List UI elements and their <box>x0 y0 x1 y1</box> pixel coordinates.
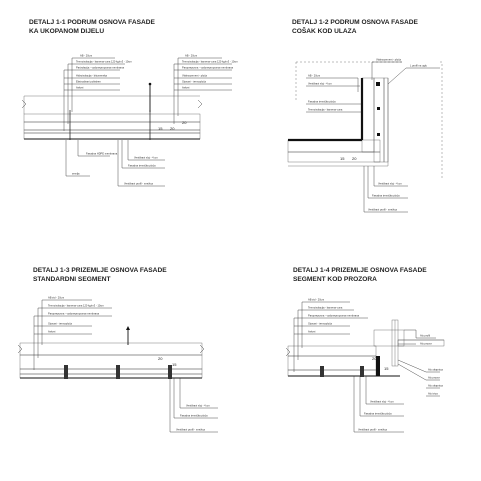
detail-1-4-window-reveal <box>374 330 404 346</box>
detail-1-1-leader <box>118 140 165 186</box>
detail-1-1-label-right: AB - 20cm <box>185 54 198 58</box>
detail-1-2-anchor <box>377 133 380 136</box>
detail-1-2-label: Fasadna termička ploča <box>308 100 336 104</box>
detail-1-1-label: Ekstrudirani polistiren <box>76 80 101 84</box>
detail-1-1-label-right: Termoizolacija - kamena vuna 120 kg/m3 - 10cm <box>182 60 238 64</box>
detail-1-1-label-bottom: Ventilirani profil - mrežica <box>124 182 153 186</box>
detail-1-3-arrow-head <box>126 326 130 330</box>
detail-1-1-label: Termoizolacija - kamena vuna 120 kg/m3 - 10cm <box>76 60 132 64</box>
detail-1-1-label-right: Gipsani - termoploča <box>182 80 206 84</box>
detail-1-1-concrete-wall <box>24 114 200 122</box>
detail-1-3-anchors <box>64 365 172 379</box>
detail-1-3-label-bottom: Fasadna termička ploča <box>180 414 208 418</box>
detail-1-3-cladding <box>20 374 202 378</box>
detail-1-2-cladding <box>384 78 388 162</box>
detail-1-1-label-bottom: Fasadna HDPE membrana <box>86 152 118 156</box>
detail-1-2-label: Termoizolacija - kamena vuna <box>308 108 343 112</box>
detail-1-2-vertical-wall <box>362 78 374 152</box>
detail-1-3-leader <box>180 378 218 408</box>
detail-1-4-label-bottom: Fasadna termička ploča <box>364 412 392 416</box>
detail-1-2-label: Ventilirani sloj - 4 cm <box>308 82 332 86</box>
detail-1-2-label-bottom: Fasadna termička ploča <box>372 194 400 198</box>
detail-1-1-title-line-1: DETALJ 1-1 PODRUM OSNOVA FASADE <box>29 19 155 26</box>
detail-1-4-leader <box>360 376 404 416</box>
detail-1-4-label-bottom: Ventilirani profil - mrežica <box>358 428 387 432</box>
detail-1-4 <box>286 267 444 432</box>
detail-1-3-label: AB zid - 20cm <box>48 296 65 300</box>
detail-1-2-leader <box>388 68 440 84</box>
detail-1-4-label-right: Alu prozor <box>420 342 432 346</box>
detail-1-3-concrete-wall <box>20 343 202 355</box>
detail-1-4-label-bottom: Ventilirani sloj - 4 cm <box>370 400 394 404</box>
detail-1-4-label: Gipsani - termoploča <box>308 322 332 326</box>
detail-1-1-title-line-2: KA UKOPANOM DIJELU <box>29 28 105 35</box>
detail-1-3-label-bottom: Ventilirani profil - mrežica <box>176 428 205 432</box>
detail-1-3-vent-layer <box>20 369 202 374</box>
detail-1-2-label: Vlaknocement - ploča <box>376 58 401 62</box>
detail-1-3-anchor <box>116 365 120 379</box>
detail-1-2 <box>288 19 442 212</box>
detail-1-1-arrow-head <box>149 83 152 86</box>
detail-1-3 <box>18 267 218 432</box>
detail-1-2-dim-15: 15 <box>340 156 345 161</box>
detail-1-3-label: Gipsani - termoploča <box>48 322 72 326</box>
detail-1-4-label: Ankeri <box>308 330 316 334</box>
detail-1-1-label-right: Vlaknocement - ploča <box>182 74 207 78</box>
detail-1-4-label-right: Alu okapnica <box>428 368 443 372</box>
detail-1-2-title-line-1: DETALJ 1-2 PODRUM OSNOVA FASADE <box>292 19 418 26</box>
detail-1-3-anchor <box>64 365 68 379</box>
detail-1-4-dim-20: 20 <box>372 356 377 361</box>
detail-1-4-dim-15: 15 <box>384 366 389 371</box>
detail-1-2-horizontal-insulation <box>288 152 380 162</box>
detail-1-3-label: Termoizolacija - kamena vuna 120 kg/m3 - 10cm <box>48 304 104 308</box>
detail-1-2-label-right: L profil na uglu <box>410 64 427 68</box>
detail-1-1-label: Hidroizolacija - bitumenska <box>76 74 107 78</box>
detail-1-1-dim-20: 20 <box>170 126 175 131</box>
detail-1-2-leader <box>364 166 408 212</box>
detail-1-1-dim-20b: 20 <box>182 120 187 125</box>
detail-1-1-label: Parizolacija - vodonepropusna membrana <box>76 66 125 70</box>
detail-1-4-anchor <box>320 366 324 377</box>
detail-1-4-label: Termoizolacija - kamena vuna <box>308 306 343 310</box>
detail-1-3-title-line-1: DETALJ 1-3 PRIZEMLJE OSNOVA FASADE <box>33 267 167 274</box>
detail-1-4-concrete-wall <box>288 346 376 356</box>
detail-1-1-label-bottom: zemlja <box>72 172 80 176</box>
detail-1-2-boundary <box>296 62 442 180</box>
detail-1-1-xps-layer <box>24 133 200 139</box>
detail-1-2-label-bottom: Ventilirani profil - mrežica <box>368 208 397 212</box>
detail-1-3-title-line-2: STANDARDNI SEGMENT <box>33 276 111 283</box>
detail-1-2-label-bottom: Ventilirani sloj - 4 cm <box>378 182 402 186</box>
detail-1-3-anchor <box>168 365 172 379</box>
detail-1-4-label: Paroprepusna - vodonepropusna membrana <box>308 314 360 318</box>
detail-1-2-label: AB - 20cm <box>308 74 321 78</box>
detail-1-1-label-bottom: Ventilirani sloj - 4 cm <box>134 156 158 160</box>
detail-1-2-dim-20: 20 <box>352 156 357 161</box>
detail-1-1-label-right: Ankeri <box>182 86 190 90</box>
detail-1-4-title-line-1: DETALJ 1-4 PRIZEMLJE OSNOVA FASADE <box>293 267 427 274</box>
detail-1-3-label: Paroprepusna - vodonepropusna membrana <box>48 312 100 316</box>
detail-1-1-dim-15: 15 <box>158 126 163 131</box>
detail-1-3-leader <box>174 378 218 418</box>
detail-1-4-corner-profile <box>376 356 380 376</box>
detail-1-1-break-right <box>198 100 202 108</box>
detail-1-1-label-bottom: Fasadna termička ploča <box>128 164 156 168</box>
detail-1-3-dim-15: 15 <box>172 362 177 367</box>
detail-1-2-horizontal-wall <box>288 140 380 152</box>
detail-1-2-corner-profile <box>376 82 380 86</box>
detail-1-1-label: AB - 20cm <box>80 54 93 58</box>
detail-1-2-vertical-insulation <box>374 78 384 162</box>
detail-1-2-anchor <box>377 107 380 110</box>
detail-1-4-label: AB zid - 20cm <box>308 298 325 302</box>
detail-1-4-label-right: Alu profil <box>420 334 431 338</box>
detail-1-3-label: Ankeri <box>48 330 56 334</box>
detail-1-4-label-right: Alu prozor <box>428 376 440 380</box>
detail-1-3-dim-20: 20 <box>158 356 163 361</box>
detail-1-2-title-line-2: COŠAK KOD ULAZA <box>292 28 357 35</box>
detail-1-3-label-bottom: Ventilirani sloj - 4 cm <box>186 404 210 408</box>
detail-1-4-title-line-2: SEGMENT KOD PROZORA <box>293 276 377 283</box>
detail-1-1-label: Ankeri <box>76 86 84 90</box>
detail-1-4-label-right: Alu ivica <box>428 392 438 396</box>
detail-1-1 <box>22 19 238 186</box>
detail-1-4-anchor <box>360 366 364 377</box>
detail-1-4-label-right: Alu okapnica <box>428 384 443 388</box>
detail-1-1-label-right: Paroprepusna - vodonepropusna membrana <box>182 66 234 70</box>
